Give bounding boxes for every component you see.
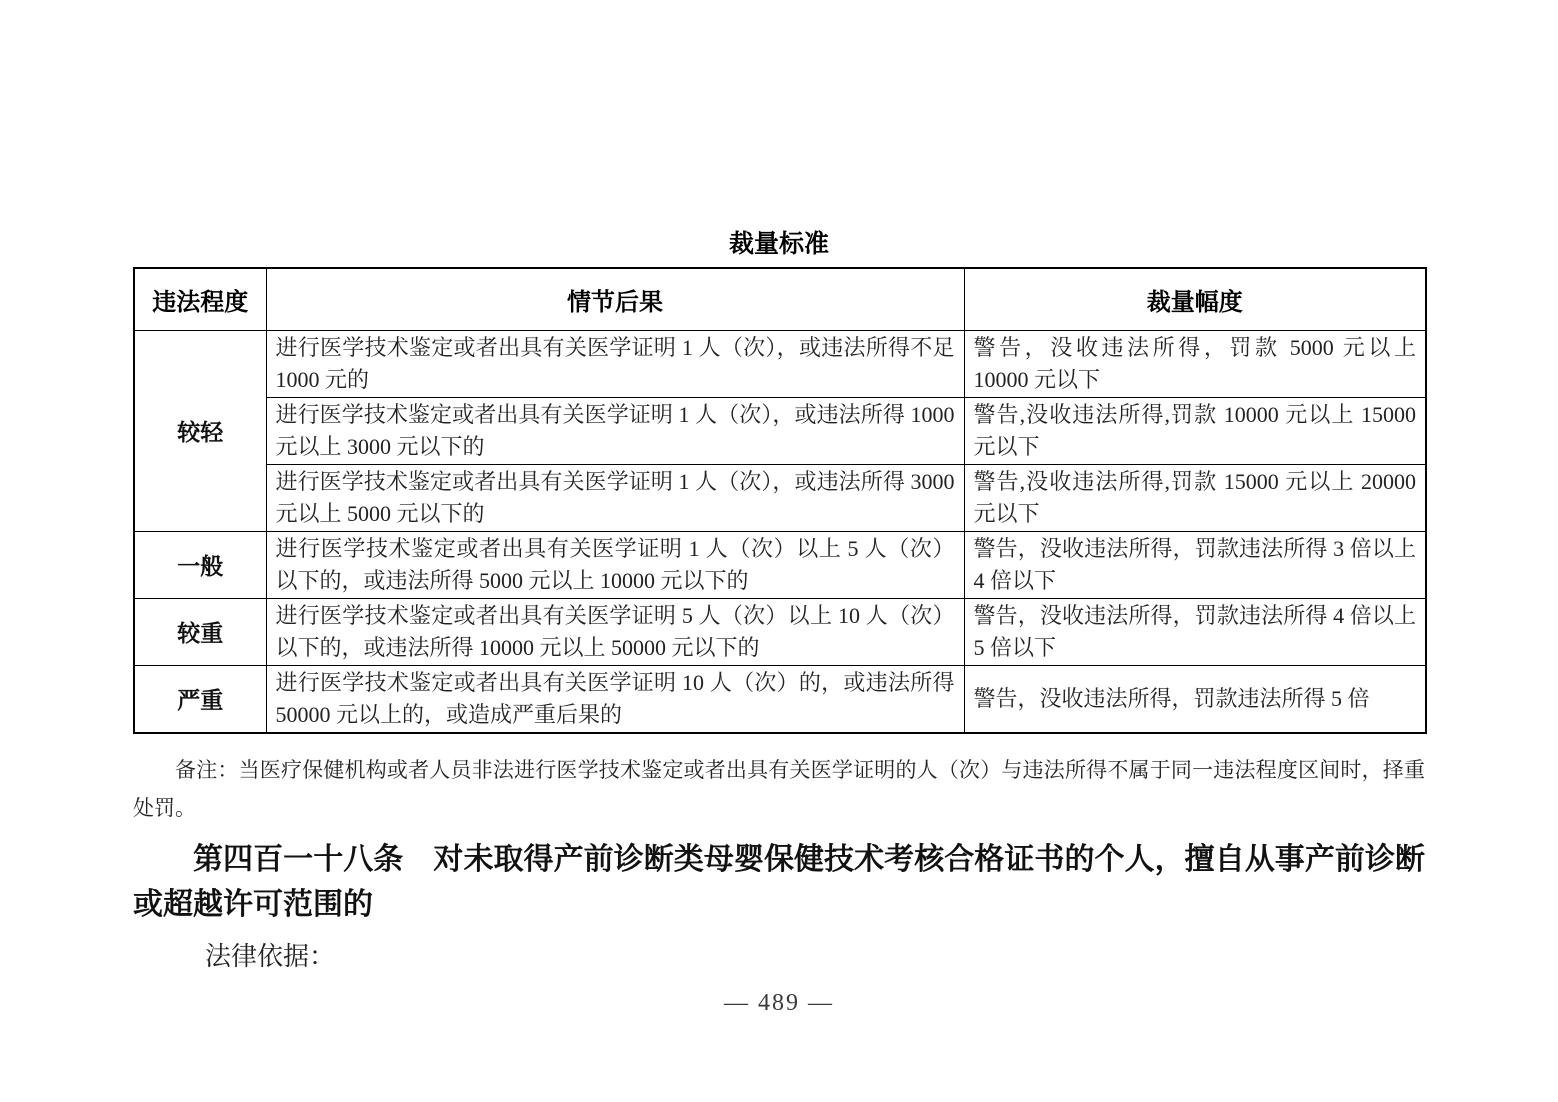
table-header-row — [134, 268, 1426, 330]
header-discretion-range: 裁量幅度 — [964, 268, 1426, 330]
header-circumstances: 情节后果 — [266, 268, 964, 330]
table-row — [134, 598, 1426, 665]
consequence-cell: 进行医学技术鉴定或者出具有关医学证明 1 人（次），或违法所得 3000 元以上 5000 元以下的 — [266, 464, 964, 531]
table-row — [134, 531, 1426, 598]
severity-cell-minor: 较轻 — [134, 330, 266, 531]
table-row — [134, 330, 1426, 397]
range-cell: 警告，没收违法所得，罚款违法所得 5 倍 — [964, 665, 1426, 733]
table-title: 裁量标准 — [728, 230, 829, 258]
table-row — [134, 464, 1426, 531]
range-cell: 警告，没收违法所得，罚款违法所得 3 倍以上 4 倍以下 — [964, 531, 1426, 598]
severity-cell-severe: 严重 — [134, 665, 266, 733]
header-violation-degree: 违法程度 — [134, 268, 266, 330]
range-cell: 警告,没收违法所得,罚款 15000 元以上 20000 元以下 — [964, 464, 1426, 531]
page-number: — 489 — — [724, 990, 834, 1016]
article-heading: 第四百一十八条 对未取得产前诊断类母婴保健技术考核合格证书的个人，擅自从事产前诊断或超越许可范围的 — [133, 842, 1425, 921]
consequence-cell: 进行医学技术鉴定或者出具有关医学证明 1 人（次）以上 5 人（次）以下的，或违法所得 5000 元以上 10000 元以下的 — [266, 531, 964, 598]
severity-cell-serious: 较重 — [134, 598, 266, 665]
consequence-cell: 进行医学技术鉴定或者出具有关医学证明 1 人（次），或违法所得不足 1000 元的 — [266, 330, 964, 397]
consequence-cell: 进行医学技术鉴定或者出具有关医学证明 10 人（次）的，或违法所得 50000 元以上的，或造成严重后果的 — [266, 665, 964, 733]
range-cell: 警告，没收违法所得，罚款违法所得 4 倍以上 5 倍以下 — [964, 598, 1426, 665]
table-row — [134, 665, 1426, 733]
table-row — [134, 397, 1426, 464]
consequence-cell: 进行医学技术鉴定或者出具有关医学证明 1 人（次），或违法所得 1000 元以上 3000 元以下的 — [266, 397, 964, 464]
severity-cell-general: 一般 — [134, 531, 266, 598]
table-note: 备注：当医疗保健机构或者人员非法进行医学技术鉴定或者出具有关医学证明的人（次）与违法所得不属于同一违法程度区间时，择重处罚。 — [133, 757, 1425, 820]
range-cell: 警告，没收违法所得，罚款 5000 元以上 10000 元以下 — [964, 330, 1426, 397]
legal-basis-label: 法律依据： — [205, 941, 336, 971]
range-cell: 警告,没收违法所得,罚款 10000 元以上 15000 元以下 — [964, 397, 1426, 464]
consequence-cell: 进行医学技术鉴定或者出具有关医学证明 5 人（次）以上 10 人（次）以下的，或违法所得 10000 元以上 50000 元以下的 — [266, 598, 964, 665]
page-content — [133, 224, 1425, 973]
discretion-standards-table — [133, 267, 1427, 734]
